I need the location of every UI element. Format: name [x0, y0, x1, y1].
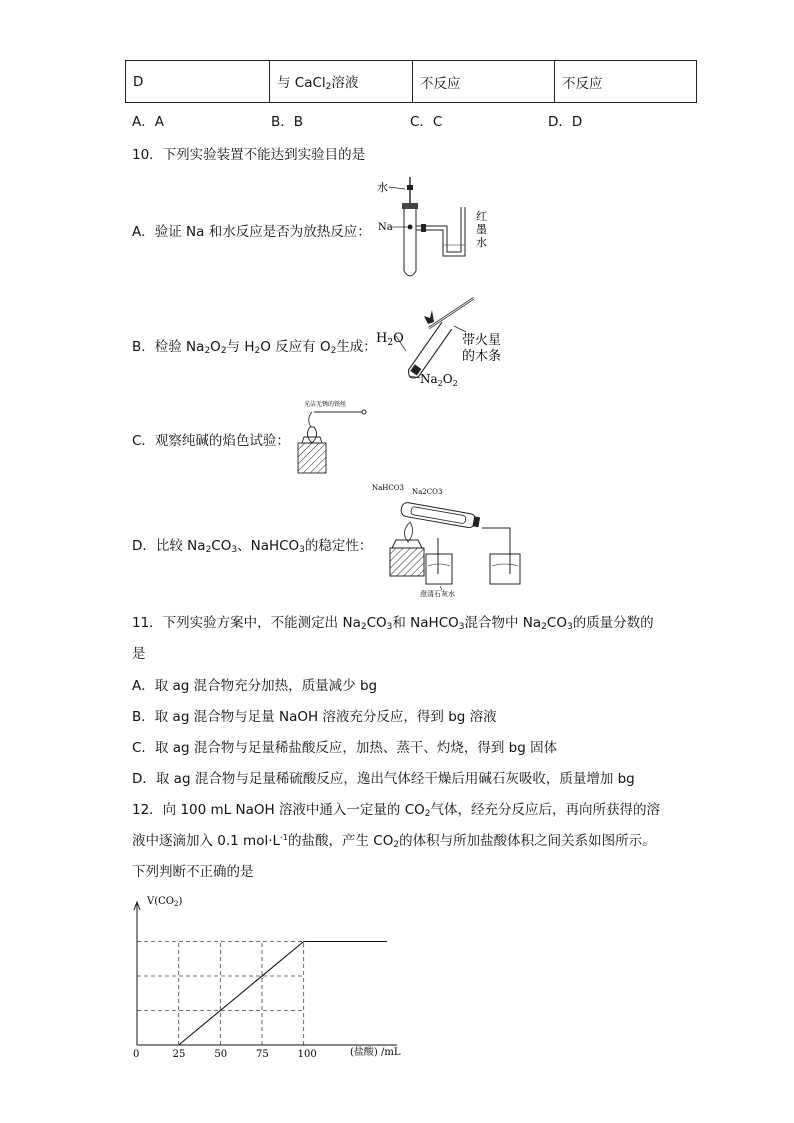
figure-b-apparatus — [374, 296, 504, 396]
fig-b-na2o2-label: $Na_2O_2$ — [420, 372, 458, 388]
choice-b[interactable]: B．B — [271, 114, 304, 130]
x-tick-label: 0 — [133, 1049, 140, 1060]
fig-d-nahco3-label: NaHCO3 — [372, 484, 404, 492]
fig-b-splint-label-2: 的木条 — [462, 349, 502, 364]
q11-stem: 11．下列实验方案中，不能测定出 $Na_2CO_3$和 NaHCO$_3$混合物中 $Na_2CO_3$的质量分数的 — [132, 615, 654, 632]
chart-xlabel: (盐酸) /mL — [350, 1047, 401, 1058]
q10-option-b[interactable]: B．检验 $Na_2O_2$与 $H_2O$ 反应有 $O_2$生成： — [132, 339, 377, 356]
fig-b-splint-label-1: 带火星 — [462, 333, 502, 348]
figure-c-apparatus — [294, 397, 384, 477]
q12-stem-line2: 液中逐滴加入 0.1 $mol\cdot L^{-1}$的盐酸，产生 $CO_2$的体积与所加盐酸体积之间关系如图所示。 — [132, 833, 656, 850]
q10-stem: 10．下列实验装置不能达到实验目的是 — [132, 147, 366, 163]
table-cell-reagent: 与 CaCl$_2$溶液 — [270, 61, 413, 103]
table-cell-result-2: 不反应 — [555, 61, 697, 103]
figure-a-apparatus — [375, 175, 505, 285]
figure-d-apparatus — [370, 482, 530, 600]
chart-ylabel: $V(CO_2)$ — [147, 896, 183, 908]
fig-a-water-label: 水 — [377, 181, 388, 194]
q11-option-d[interactable]: D．取 ag 混合物与足量稀硫酸反应，逸出气体经干燥后用碱石灰吸收，质量增加 bg — [132, 771, 635, 787]
choice-a[interactable]: A．A — [132, 114, 164, 130]
fig-b-h2o-label: $H_2O$ — [376, 331, 404, 348]
fig-a-ink-label-2: 墨 — [476, 223, 487, 236]
fig-c-wire-label: 光洁无锈的铁丝 — [304, 401, 347, 408]
choice-d[interactable]: D．D — [548, 114, 583, 130]
q10-option-c[interactable]: C．观察纯碱的焰色试验： — [132, 433, 290, 449]
fig-a-na-label: Na — [378, 222, 393, 233]
table-cell-label: D — [126, 61, 270, 103]
answer-table — [125, 60, 697, 103]
x-tick-label: 50 — [214, 1049, 228, 1060]
table-cell-result-1: 不反应 — [413, 61, 555, 103]
q11-stem-line2: 是 — [132, 646, 146, 662]
x-tick-label: 75 — [256, 1049, 269, 1060]
q11-option-c[interactable]: C．取 ag 混合物与足量稀盐酸反应，加热、蒸干、灼烧，得到 bg 固体 — [132, 740, 558, 756]
fig-d-na2co3-label: Na2CO3 — [412, 488, 443, 496]
fig-a-ink-label-1: 红 — [476, 210, 487, 223]
q11-option-a[interactable]: A．取 ag 混合物充分加热，质量减少 bg — [132, 678, 378, 694]
fig-a-ink-label-3: 水 — [476, 236, 487, 249]
x-tick-label: 100 — [297, 1049, 317, 1060]
choice-c[interactable]: C．C — [410, 114, 443, 130]
x-tick-label: 25 — [172, 1049, 186, 1060]
q10-option-a[interactable]: A．验证 Na 和水反应是否为放热反应： — [132, 224, 371, 240]
q12-stem-line3: 下列判断不正确的是 — [132, 864, 254, 880]
co2-volume-chart — [125, 890, 415, 1065]
q11-option-b[interactable]: B．取 ag 混合物与足量 NaOH 溶液充分反应，得到 bg 溶液 — [132, 709, 497, 725]
table-row — [126, 61, 697, 103]
q10-option-d[interactable]: D．比较 $Na_2CO_3$、NaHCO$_3$的稳定性： — [132, 538, 373, 555]
q12-stem-line1: 12．向 100 mL NaOH 溶液中通入一定量的 $CO_2$气体，经充分反应后，再向所获得的溶 — [132, 802, 661, 819]
fig-d-limewater-label: 澄清石灰水 — [420, 590, 455, 598]
